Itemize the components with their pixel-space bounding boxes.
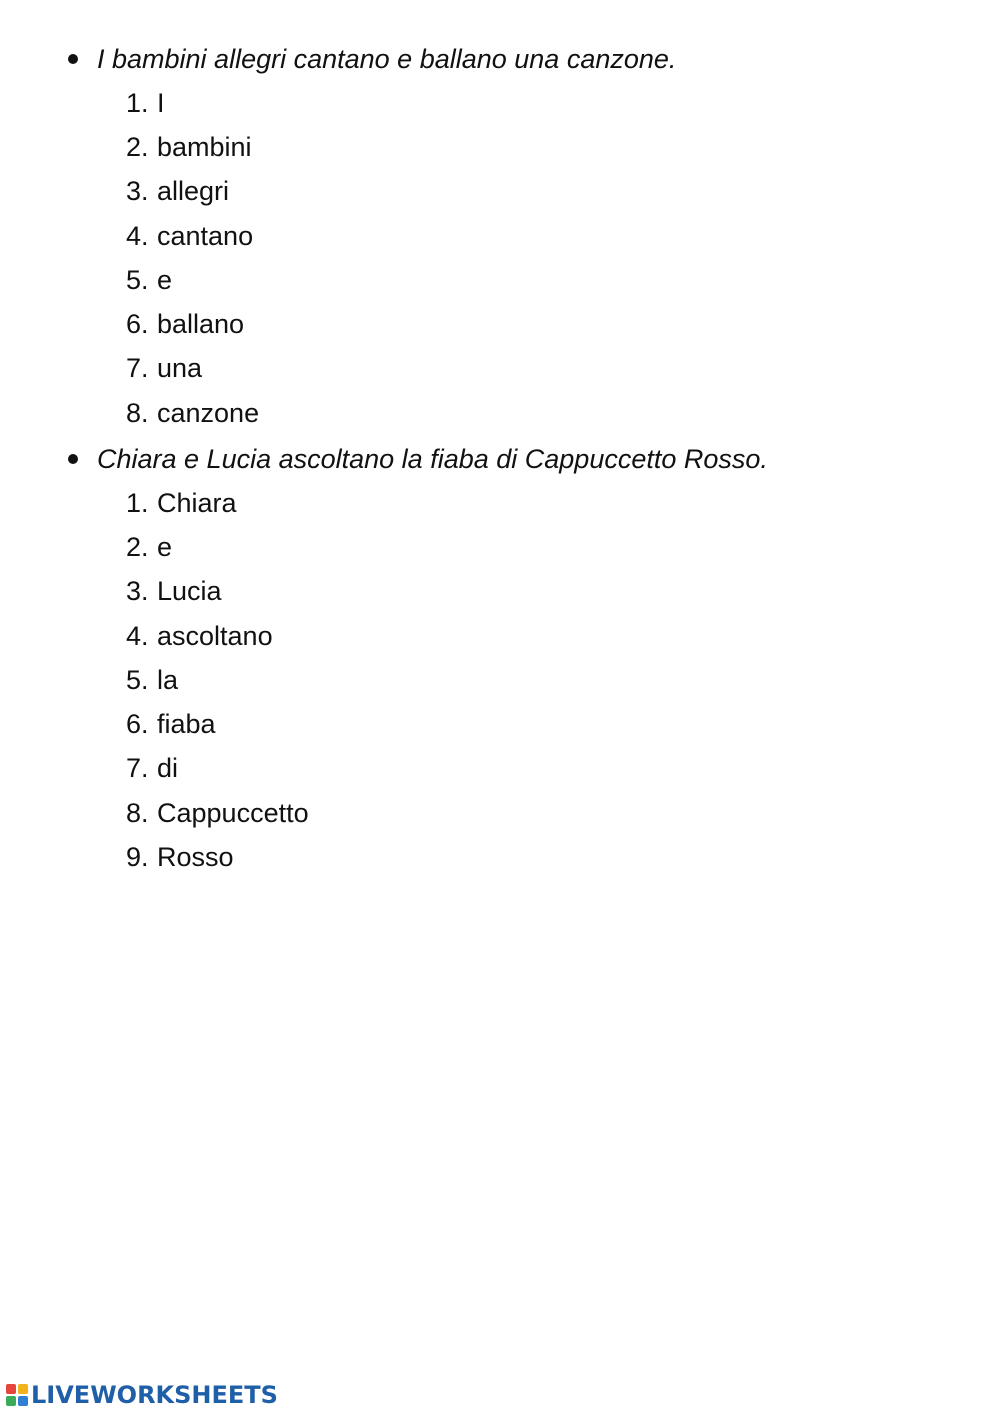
item-word: ascoltano xyxy=(157,620,273,651)
sentence-2 xyxy=(66,437,966,481)
list-item xyxy=(66,658,966,702)
item-word: canzone xyxy=(157,397,260,428)
item-word: Cappuccetto xyxy=(157,797,309,828)
sentence-1 xyxy=(66,37,966,81)
item-word: bambini xyxy=(157,131,252,162)
item-number: 1. xyxy=(126,87,149,118)
item-number: 4. xyxy=(126,620,149,651)
item-word: fiaba xyxy=(157,709,216,740)
list-item xyxy=(66,835,966,879)
item-word: e xyxy=(157,531,173,562)
item-number: 3. xyxy=(126,576,149,607)
item-number: 2. xyxy=(126,531,149,562)
sentence-text: I bambini allegri cantano e ballano una canzone. xyxy=(97,43,677,74)
bullet-icon xyxy=(68,454,78,464)
bullet-icon xyxy=(68,54,78,64)
list-item xyxy=(66,391,966,435)
sentence-text: Chiara e Lucia ascoltano la fiaba di Cappuccetto Rosso. xyxy=(97,443,768,474)
item-word: di xyxy=(157,753,179,784)
list-item xyxy=(66,525,966,569)
sentence-block-1 xyxy=(66,37,966,435)
word-list-1 xyxy=(66,81,966,435)
list-item xyxy=(66,214,966,258)
item-number: 4. xyxy=(126,220,149,251)
item-number: 6. xyxy=(126,309,149,340)
item-word: cantano xyxy=(157,220,254,251)
item-word: Chiara xyxy=(157,487,237,518)
item-word: ballano xyxy=(157,309,245,340)
logo-square-yellow xyxy=(18,1384,28,1394)
item-number: 2. xyxy=(126,131,149,162)
item-word: I xyxy=(157,87,165,118)
item-word: allegri xyxy=(157,176,230,207)
list-item xyxy=(66,347,966,391)
item-number: 1. xyxy=(126,487,149,518)
list-item xyxy=(66,302,966,346)
item-word: una xyxy=(157,353,203,384)
list-item xyxy=(66,614,966,658)
item-number: 9. xyxy=(126,842,149,873)
list-item xyxy=(66,791,966,835)
list-item xyxy=(66,570,966,614)
item-word: Lucia xyxy=(157,576,222,607)
list-item xyxy=(66,125,966,169)
word-list-2 xyxy=(66,481,966,880)
brand-name: LIVEWORKSHEETS xyxy=(31,1381,278,1409)
item-number: 5. xyxy=(126,264,149,295)
item-number: 8. xyxy=(126,397,149,428)
item-word: la xyxy=(157,664,179,695)
logo-square-blue xyxy=(18,1396,28,1406)
item-number: 6. xyxy=(126,709,149,740)
list-item xyxy=(66,481,966,525)
item-number: 8. xyxy=(126,797,149,828)
item-number: 7. xyxy=(126,753,149,784)
item-word: e xyxy=(157,264,173,295)
logo-square-green xyxy=(6,1396,16,1406)
item-number: 7. xyxy=(126,353,149,384)
liveworksheets-logo[interactable] xyxy=(6,1380,278,1410)
item-word: Rosso xyxy=(157,842,234,873)
sentence-block-2 xyxy=(66,437,966,880)
logo-square-red xyxy=(6,1384,16,1394)
list-item xyxy=(66,747,966,791)
list-item xyxy=(66,702,966,746)
item-number: 5. xyxy=(126,664,149,695)
list-item xyxy=(66,170,966,214)
item-number: 3. xyxy=(126,176,149,207)
logo-squares-icon xyxy=(6,1384,28,1406)
list-item xyxy=(66,81,966,125)
list-item xyxy=(66,258,966,302)
